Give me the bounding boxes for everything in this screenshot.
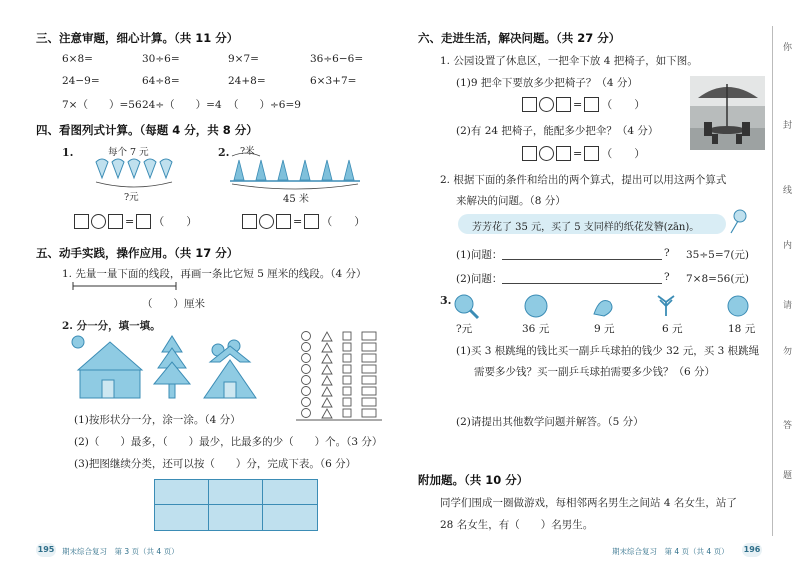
ice-cream-total-label: ?元 xyxy=(124,192,139,203)
page-number-right: 196 xyxy=(742,543,762,557)
unit-paren: （ ） xyxy=(153,215,198,228)
section-3-title: 三、注意审题，细心计算。（共 11 分） xyxy=(36,31,239,45)
shape-columns xyxy=(296,330,386,422)
segment-unknown-label: ?米 xyxy=(240,146,255,157)
calc-item: （ ）÷6=9 xyxy=(228,99,301,111)
price-basketball: 36 元 xyxy=(522,323,550,335)
q3-sub2: (2)请提出其他数学问题并解答。（5 分） xyxy=(456,416,644,428)
problem-1-blank[interactable] xyxy=(502,259,662,260)
question-number: 1. xyxy=(62,146,74,159)
calc-item: 64÷8= xyxy=(142,75,180,87)
condition-banner-text: 芳芳花了 35 元，买了 5 支同样的纸花发簪(zān)。 xyxy=(472,222,700,233)
hairpin-icon xyxy=(728,208,750,234)
side-char: 勿 xyxy=(781,346,791,355)
answer-box[interactable] xyxy=(304,214,319,229)
problem-2-label: (2)问题： xyxy=(456,273,503,285)
ice-cream-price-label: 每个 7 元 xyxy=(108,147,149,158)
calc-item: 24÷（ ）=4 xyxy=(142,99,222,111)
question-mark: ? xyxy=(664,271,670,283)
unit-paren: （ ） xyxy=(321,215,366,228)
answer-box[interactable] xyxy=(556,97,571,112)
unit-paren: （ ） xyxy=(601,147,646,160)
problem-1-equation: 35÷5=7(元) xyxy=(686,249,750,261)
segment-total-label: 45 米 xyxy=(283,194,309,205)
classification-table xyxy=(154,479,318,531)
measure-line-segment xyxy=(70,282,180,290)
table-cell[interactable] xyxy=(263,505,317,530)
table-cell[interactable] xyxy=(263,480,317,505)
question-number: 2. xyxy=(218,146,230,159)
section-5-title: 五、动手实践，操作应用。（共 17 分） xyxy=(36,246,239,260)
answer-box[interactable] xyxy=(584,146,599,161)
sort-question: 2. 分一分，填一填。 xyxy=(62,320,161,332)
operator-circle[interactable] xyxy=(539,146,554,161)
binding-line xyxy=(772,26,773,536)
sort-sub3: (3)把图继续分类，还可以按（ ）分，完成下表。（6 分） xyxy=(74,458,357,470)
side-char: 题 xyxy=(781,470,791,479)
answer-box[interactable] xyxy=(136,214,151,229)
table-cell[interactable] xyxy=(155,480,209,505)
umbrella-question: 1. 公园设置了休息区，一把伞下放 4 把椅子，如下图。 xyxy=(440,55,698,67)
calc-item: 24+8= xyxy=(228,75,266,87)
extra-question-title: 附加题。（共 10 分） xyxy=(418,473,529,487)
sort-sub2: (2)（ ）最多，（ ）最少，比最多的少（ ）个。（3 分） xyxy=(74,436,383,448)
calc-item: 24−9= xyxy=(62,75,100,87)
side-char: 线 xyxy=(781,185,791,194)
calc-item: 36÷6−6= xyxy=(310,53,364,65)
question-3-number: 3. xyxy=(440,294,452,307)
table-cell[interactable] xyxy=(209,505,263,530)
q3-sub1-line2: 需要多少钱？买一副乒乓球拍需要多少钱？（6 分） xyxy=(474,366,716,378)
answer-box[interactable] xyxy=(556,146,571,161)
price-shuttlecock: 6 元 xyxy=(662,323,683,335)
umbrella-equation-1: = （ ） xyxy=(522,96,645,112)
calc-item: 6×3+7= xyxy=(310,75,357,87)
sports-items xyxy=(452,292,762,320)
side-char: 封 xyxy=(781,120,791,129)
sort-sub1: (1)按形状分一分，涂一涂。（4 分） xyxy=(74,414,241,426)
question-mark: ? xyxy=(664,247,670,259)
price-volleyball: 18 元 xyxy=(728,323,756,335)
umbrella-equation-2: = （ ） xyxy=(522,145,645,161)
question-2-line2: 来解决的问题。（8 分） xyxy=(456,195,566,207)
operator-circle[interactable] xyxy=(91,214,106,229)
side-char: 答 xyxy=(781,420,791,429)
side-char: 你 xyxy=(781,42,791,51)
answer-box[interactable] xyxy=(74,214,89,229)
operator-circle[interactable] xyxy=(539,97,554,112)
answer-box[interactable] xyxy=(276,214,291,229)
table-cell[interactable] xyxy=(155,505,209,530)
ice-cream-illustration xyxy=(92,156,177,192)
price-table-tennis: ?元 xyxy=(456,323,473,335)
answer-box[interactable] xyxy=(522,97,537,112)
footer-right-text: 期末综合复习 第 4 页（共 4 页） xyxy=(612,547,729,556)
shapes-picture xyxy=(70,332,270,402)
answer-box[interactable] xyxy=(242,214,257,229)
umbrella-sub1: (1)9 把伞下要放多少把椅子？（4 分） xyxy=(456,77,638,89)
calc-item: 7×（ ）=56 xyxy=(62,99,142,111)
side-char: 请 xyxy=(781,300,791,309)
page-number-left: 195 xyxy=(36,543,56,557)
price-jump-rope: 9 元 xyxy=(594,323,615,335)
answer-equation-1: = （ ） xyxy=(74,213,197,229)
answer-box[interactable] xyxy=(522,146,537,161)
extra-line-1: 同学们围成一圈做游戏，每相邻两名男生之间站 4 名女生，站了 xyxy=(440,497,737,509)
answer-equation-2: = （ ） xyxy=(242,213,365,229)
side-char: 内 xyxy=(781,240,791,249)
measure-question: 1. 先量一量下面的线段，再画一条比它短 5 厘米的线段。（4 分） xyxy=(62,268,367,280)
table-cell[interactable] xyxy=(209,480,263,505)
problem-2-blank[interactable] xyxy=(502,283,662,284)
measure-answer: （ ）厘米 xyxy=(142,298,205,310)
calc-item: 6×8= xyxy=(62,53,93,65)
umbrella-photo xyxy=(690,76,765,150)
unit-paren: （ ） xyxy=(601,98,646,111)
problem-1-label: (1)问题： xyxy=(456,249,503,261)
section-4-title: 四、看图列式计算。（每题 4 分，共 8 分） xyxy=(36,123,258,137)
section-6-title: 六、走进生活，解决问题。（共 27 分） xyxy=(418,31,621,45)
umbrella-sub2: (2)有 24 把椅子，能配多少把伞？（4 分） xyxy=(456,125,659,137)
calc-item: 9×7= xyxy=(228,53,259,65)
footer-left-text: 期末综合复习 第 3 页（共 4 页） xyxy=(62,547,179,556)
problem-2-equation: 7×8=56(元) xyxy=(686,273,750,285)
answer-box[interactable] xyxy=(108,214,123,229)
calc-item: 30÷6= xyxy=(142,53,180,65)
question-2-line1: 2. 根据下面的条件和给出的两个算式，提出可以用这两个算式 xyxy=(440,174,727,186)
extra-line-2: 28 名女生，有（ ）名男生。 xyxy=(440,519,594,531)
answer-box[interactable] xyxy=(584,97,599,112)
q3-sub1-line1: (1)买 3 根跳绳的钱比买一副乒乓球拍的钱少 32 元，买 3 根跳绳 xyxy=(456,345,760,357)
operator-circle[interactable] xyxy=(259,214,274,229)
